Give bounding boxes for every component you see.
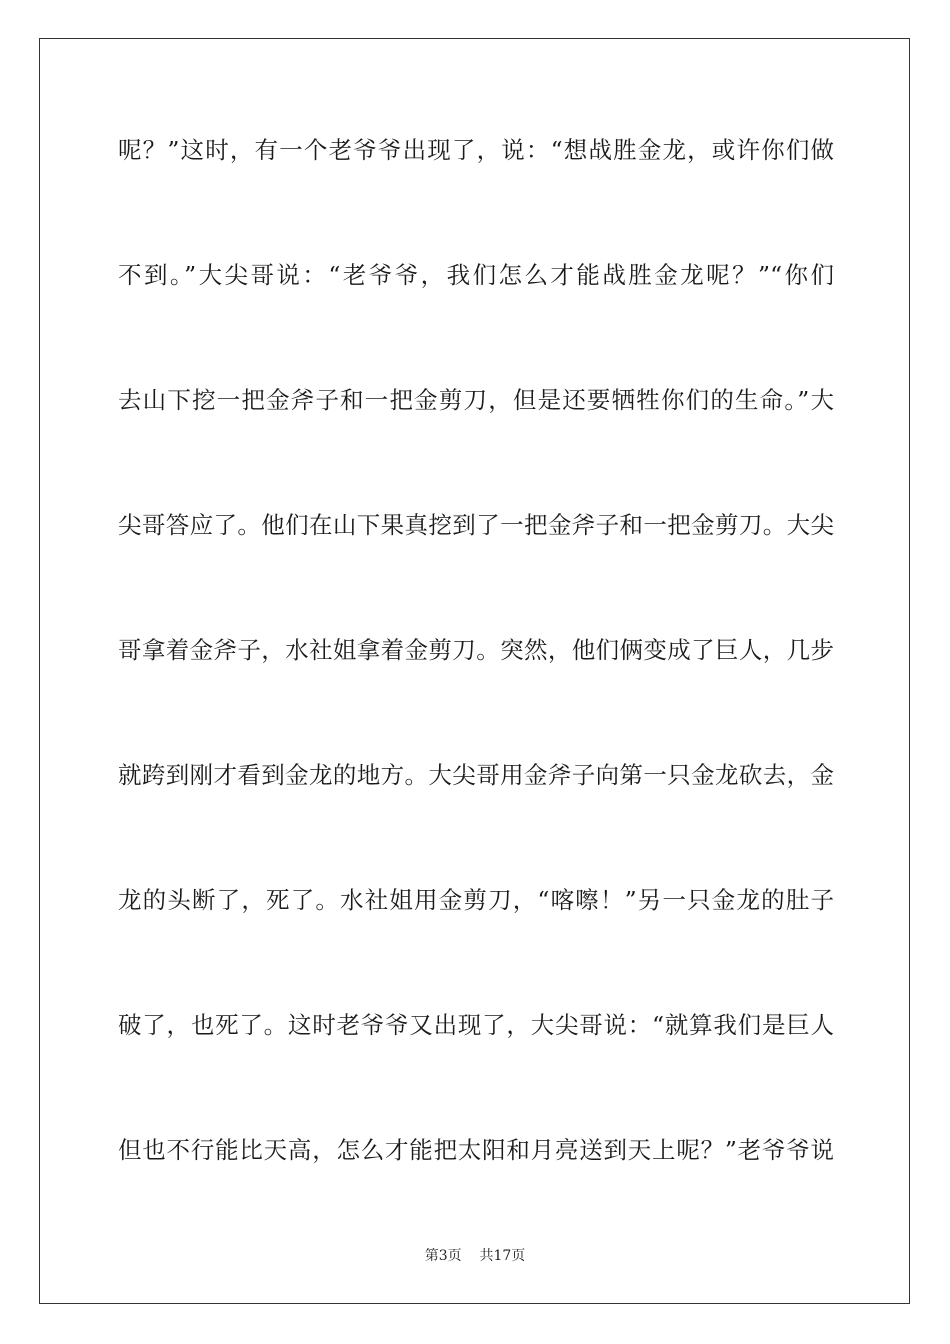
text-line: 破了，也死了。这时老爷爷又出现了，大尖哥说：“就算我们是巨人	[118, 1011, 834, 1039]
page-number: 第3页	[424, 1248, 462, 1264]
page-border	[39, 38, 910, 1304]
text-line: 但也不行能比天高，怎么才能把太阳和月亮送到天上呢？”老爷爷说	[118, 1136, 834, 1164]
text-line: 去山下挖一把金斧子和一把金剪刀，但是还要牺牲你们的生命。”大	[118, 386, 834, 414]
text-line: 就跨到刚才看到金龙的地方。大尖哥用金斧子向第一只金龙砍去，金	[118, 761, 834, 789]
page-footer	[0, 1247, 950, 1265]
text-line: 哥拿着金斧子，水社姐拿着金剪刀。突然，他们俩变成了巨人，几步	[118, 636, 834, 664]
text-line: 龙的头断了，死了。水社姐用金剪刀，“喀嚓！”另一只金龙的肚子	[118, 886, 834, 914]
page-total: 共17页	[479, 1248, 526, 1264]
text-line: 不到。”大尖哥说：“老爷爷，我们怎么才能战胜金龙呢？”“你们	[118, 261, 834, 289]
text-line: 呢？”这时，有一个老爷爷出现了，说：“想战胜金龙，或许你们做	[118, 136, 834, 164]
text-line: 尖哥答应了。他们在山下果真挖到了一把金斧子和一把金剪刀。大尖	[118, 511, 834, 539]
